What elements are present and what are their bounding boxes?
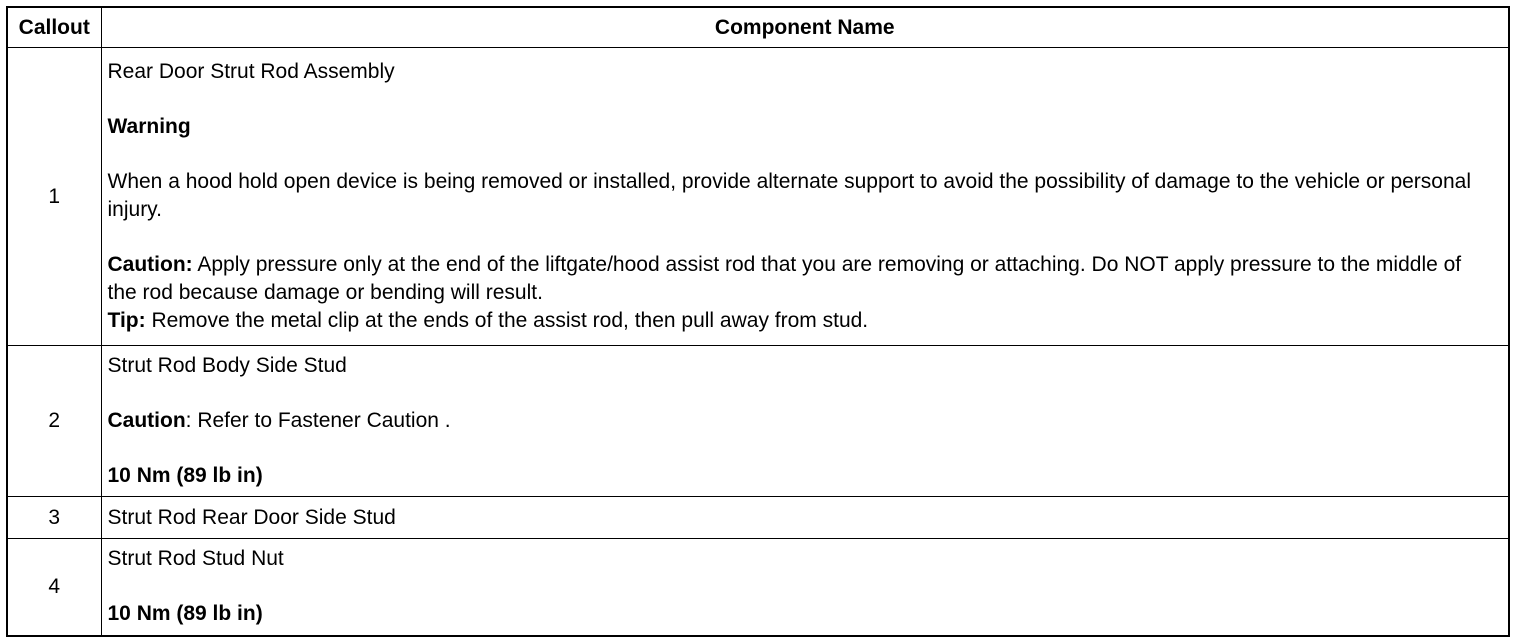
torque-spec: 10 Nm (89 lb in) [107, 464, 263, 487]
tip-text: Remove the metal clip at the ends of the assist rod, then pull away from stud. [145, 309, 869, 332]
component-name: Rear Door Strut Rod Assembly [107, 60, 395, 83]
callout-number: 2 [7, 346, 101, 497]
callout-number: 3 [7, 497, 101, 539]
caution-note [108, 251, 1489, 307]
torque-spec: 10 Nm (89 lb in) [107, 602, 263, 626]
callout-number: 4 [7, 539, 101, 636]
component-cell [101, 539, 1509, 636]
table-header-row [7, 7, 1509, 48]
component-cell [101, 497, 1509, 539]
tip-note [108, 307, 1489, 335]
warning-label: Warning [107, 115, 191, 138]
table-row [7, 48, 1509, 346]
callout-table [6, 6, 1510, 637]
caution-text: : Refer to Fastener Caution . [185, 409, 451, 432]
component-cell [101, 48, 1509, 346]
caution-label: Caution: [107, 253, 193, 276]
table-row [7, 539, 1509, 636]
caution-label: Caution [107, 409, 186, 432]
header-component-name: Component Name [101, 7, 1509, 48]
caution-note [108, 407, 1489, 435]
warning-text: When a hood hold open device is being removed or installed, provide alternate support to avoid the possibility of damage to the vehicle or personal injury. [107, 170, 1472, 221]
callout-number: 1 [7, 48, 101, 346]
header-callout: Callout [7, 7, 101, 48]
tip-label: Tip: [107, 309, 146, 332]
component-name: Strut Rod Body Side Stud [107, 354, 347, 377]
component-name: Strut Rod Stud Nut [107, 547, 284, 571]
table-row [7, 346, 1509, 497]
component-name: Strut Rod Rear Door Side Stud [107, 505, 396, 529]
caution-text: Apply pressure only at the end of the liftgate/hood assist rod that you are removing or attaching. Do NOT apply pressure to the middle of the rod because damage or bending will result. [107, 253, 1462, 304]
table-row [7, 497, 1509, 539]
component-cell [101, 346, 1509, 497]
